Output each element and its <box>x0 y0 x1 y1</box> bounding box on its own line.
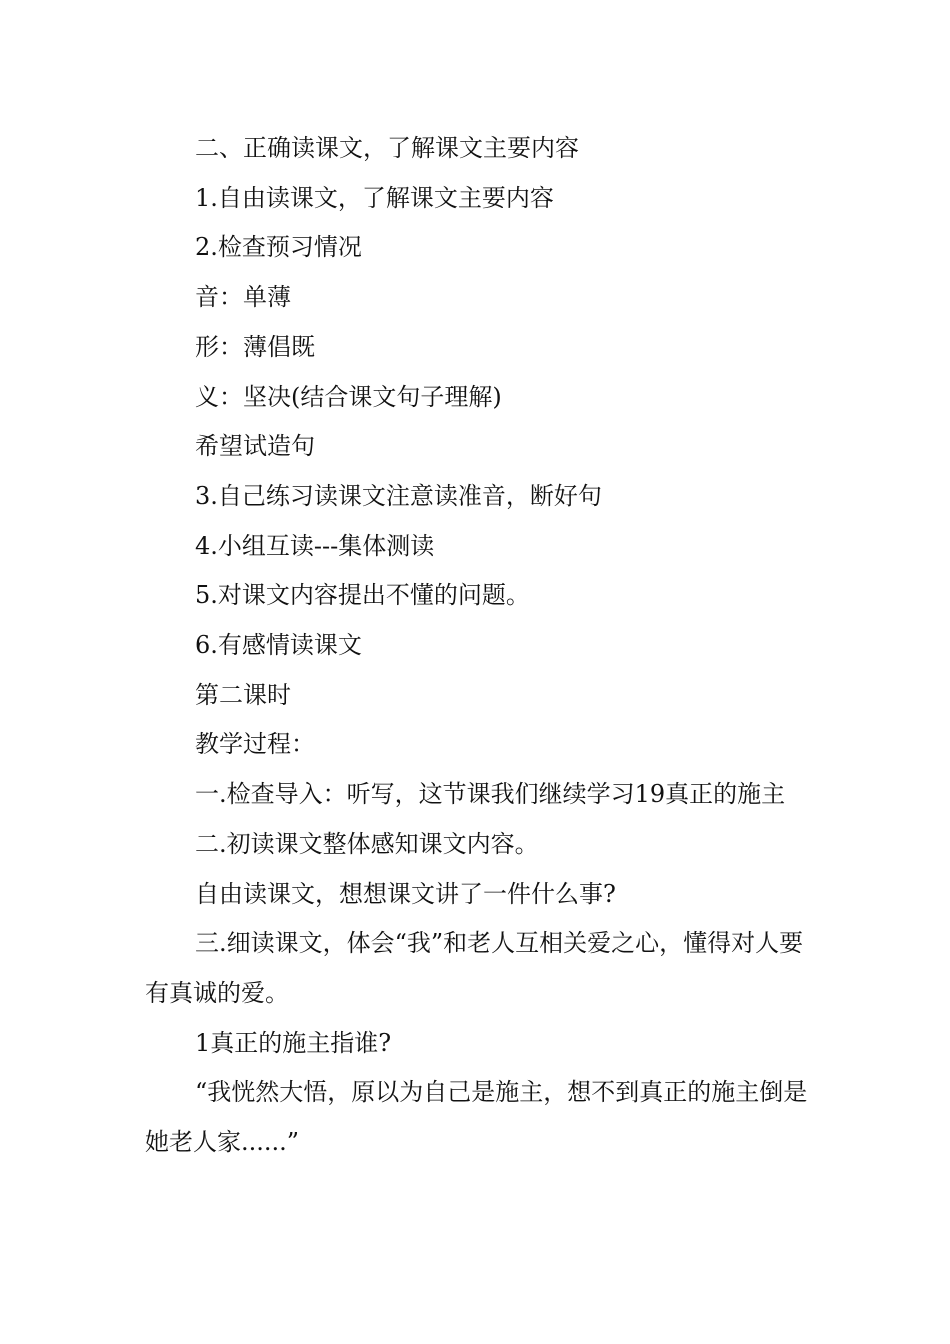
question-paragraph: 1真正的施主指谁? <box>195 1028 392 1057</box>
body-paragraph: 自由读课文，想想课文讲了一件什么事? <box>195 879 616 908</box>
list-item: 4.小组互读---集体测读 <box>195 531 435 560</box>
list-item: 1.自由读课文，了解课文主要内容 <box>195 183 554 212</box>
list-item: 3.自己练习读课文注意读准音，断好句 <box>195 481 602 510</box>
step-paragraph: 二.初读课文整体感知课文内容。 <box>195 829 539 858</box>
quote-paragraph: “我恍然大悟，原以为自己是施主，想不到真正的施主倒是她老人家......” <box>145 1078 808 1157</box>
vocab-meaning: 义：坚决(结合课文句子理解) <box>195 382 502 411</box>
vocab-sentence: 希望试造句 <box>195 432 315 461</box>
step-paragraph: 一.检查导入：听写，这节课我们继续学习19真正的施主 <box>195 780 786 809</box>
list-item: 5.对课文内容提出不懂的问题。 <box>195 581 530 610</box>
list-item: 2.检查预习情况 <box>195 233 362 262</box>
lesson-heading: 第二课时 <box>195 680 291 709</box>
process-heading: 教学过程： <box>195 730 315 759</box>
step-paragraph: 三.细读课文，体会“我”和老人互相关爱之心，懂得对人要有真诚的爱。 <box>145 929 804 1007</box>
vocab-pronunciation: 音：单薄 <box>195 283 291 312</box>
vocab-form: 形：薄倡既 <box>195 332 315 361</box>
section-heading: 二、正确读课文，了解课文主要内容 <box>195 134 579 162</box>
list-item: 6.有感情读课文 <box>195 631 362 660</box>
document-body <box>145 124 810 1168</box>
